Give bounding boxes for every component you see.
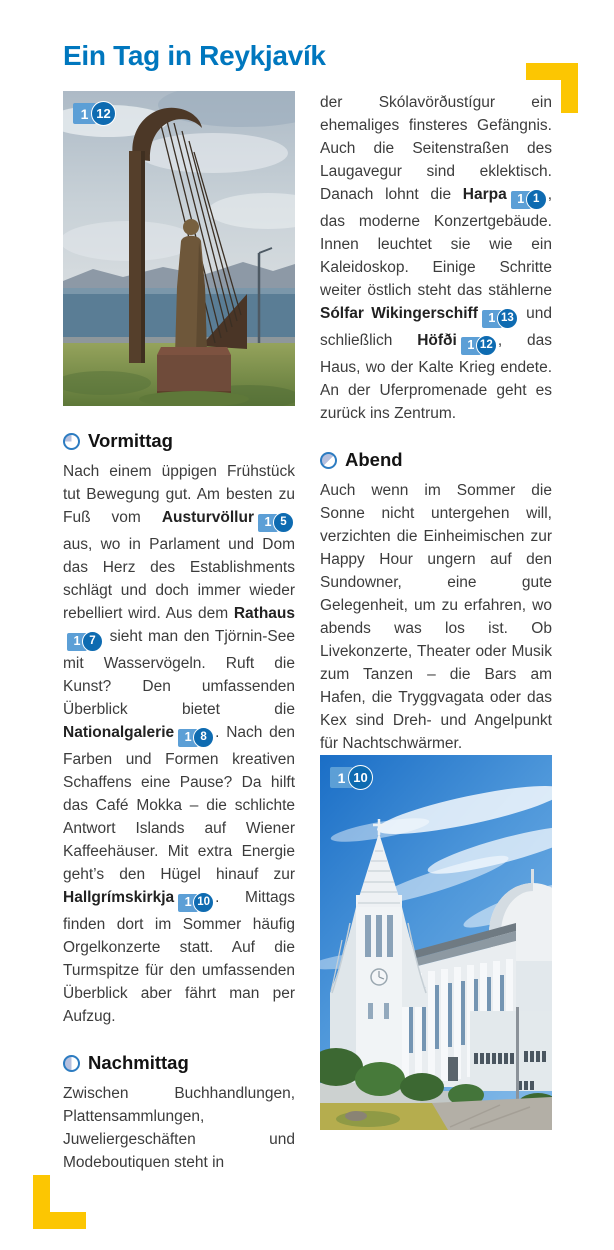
map-sheet-number: 1 (178, 729, 198, 747)
map-marker-number: 13 (497, 308, 518, 329)
vormittag-paragraph: Nach einem üppigen Frühstück tut Bewegung gut. Am besten zu Fuß vom Austurvöllur 1 5 aus, wo in Parlament und Dom das Herz des Establishments schlägt und doch immer wieder rebelliert wird. Aus dem Rathaus 1 7 sieht man den Tjörnin-See mit Wasservögeln. Ruft die Kunst? Den umfassenden Überblick bietet die Nationalgalerie 1 8 . Nach den Farben und Formen kreativen Schaffens eine Pause? Da hilft das Café Mokka – die schlichte Antwort Islands auf Wiener Kaffeehäuser. Mit extra Energie geht’s den Hügel hinauf zur Hallgrímskirkja 1 10 . Mittags finden dort im Sommer häufig Orgelkonzerte statt. Auf die Turmspitze für den umfassenden Überblick aber fährt man per Aufzug. (63, 463, 295, 1025)
poi-name: Höfði (417, 332, 457, 349)
map-ref-badge (511, 189, 547, 210)
map-ref-badge (178, 727, 214, 748)
corner-bracket-top-right (526, 63, 578, 113)
map-sheet-number: 1 (461, 337, 481, 355)
map-marker-number: 12 (91, 101, 116, 126)
poi-name: Nationalgalerie (63, 724, 175, 741)
poi-name: Harpa (462, 186, 507, 203)
poi-name: Hallgrímskirkja (63, 889, 175, 906)
section-heading-label: Vormittag (88, 430, 173, 451)
section-heading-label: Abend (345, 449, 403, 470)
map-ref-badge (178, 892, 214, 913)
right-column (320, 91, 552, 1174)
two-column-layout (63, 91, 552, 1174)
poi-name: Austurvöllur (161, 509, 254, 526)
map-marker-number: 10 (193, 892, 214, 913)
nachmittag-paragraph-left: Zwischen Buchhandlungen, Plattensammlungen, Juweliergeschäften und Modeboutiquen steht in (63, 1085, 295, 1171)
time-afternoon-icon (63, 1055, 80, 1072)
abend-paragraph: Auch wenn im Sommer die Sonne nicht untergehen will, verzichten die Einheimischen zur Happy Hour ungern auf den Sundowner, eine gute Gelegenheit, um zu erfahren, wo abends was los ist. Ob Livekonzerte, Theater oder Musik zum Tanzen – die Bars am Hafen, die Tryggvagata oder das Kex sind Dreh- und Angelpunkt für Nachtschwärmer. (320, 482, 552, 752)
left-column (63, 91, 295, 1174)
map-marker-number: 12 (476, 335, 497, 356)
time-morning-icon (63, 433, 80, 450)
nachmittag-paragraph-right: der Skólavörðustígur ein ehemaliges finsteres Gefängnis. Auch die Seitenstraßen des Laugavegur sind eklektisch. Danach lohnt die Harpa 1 1 , das moderne Konzertgebäude. Innen leuchtet sie wie ein Kaleidoskop. Einige Schritte weiter östlich steht das stählerne Sólfar Wikingerschiff 1 13 und schließlich Höfði 1 12 , das Haus, wo der Kalte Krieg endete. An der Uferpromenade geht es zurück ins Zentrum. (320, 94, 552, 422)
statue-photo-graphic (63, 91, 295, 406)
map-marker-number: 7 (82, 631, 103, 652)
map-marker-number: 10 (348, 765, 373, 790)
map-sheet-number: 1 (511, 191, 531, 209)
map-marker-number: 1 (526, 189, 547, 210)
map-ref-badge (258, 512, 294, 533)
page-title: Ein Tag in Reykjavík (63, 40, 326, 71)
map-ref-badge (330, 765, 373, 790)
map-sheet-number: 1 (330, 767, 353, 788)
map-ref-badge (73, 101, 116, 126)
church-photo (320, 755, 552, 1130)
map-marker-number: 5 (273, 512, 294, 533)
map-sheet-number: 1 (73, 103, 96, 124)
map-marker-number: 8 (193, 727, 214, 748)
map-ref-badge (461, 335, 497, 356)
poi-name: Rathaus (233, 605, 295, 622)
map-sheet-number: 1 (258, 514, 278, 532)
corner-bracket-bottom-left (33, 1175, 86, 1229)
map-sheet-number: 1 (178, 894, 198, 912)
map-ref-badge (482, 308, 518, 329)
section-heading-vormittag (63, 429, 295, 453)
map-sheet-number: 1 (67, 633, 87, 651)
section-heading-label: Nachmittag (88, 1052, 189, 1073)
poi-name: Sólfar Wikingerschiff (320, 305, 478, 322)
time-evening-icon (320, 452, 337, 469)
map-sheet-number: 1 (482, 310, 502, 328)
map-ref-badge (67, 631, 103, 652)
section-heading-abend (320, 448, 552, 472)
statue-photo (63, 91, 295, 406)
section-heading-nachmittag (63, 1051, 295, 1075)
church-photo-graphic (320, 755, 552, 1130)
